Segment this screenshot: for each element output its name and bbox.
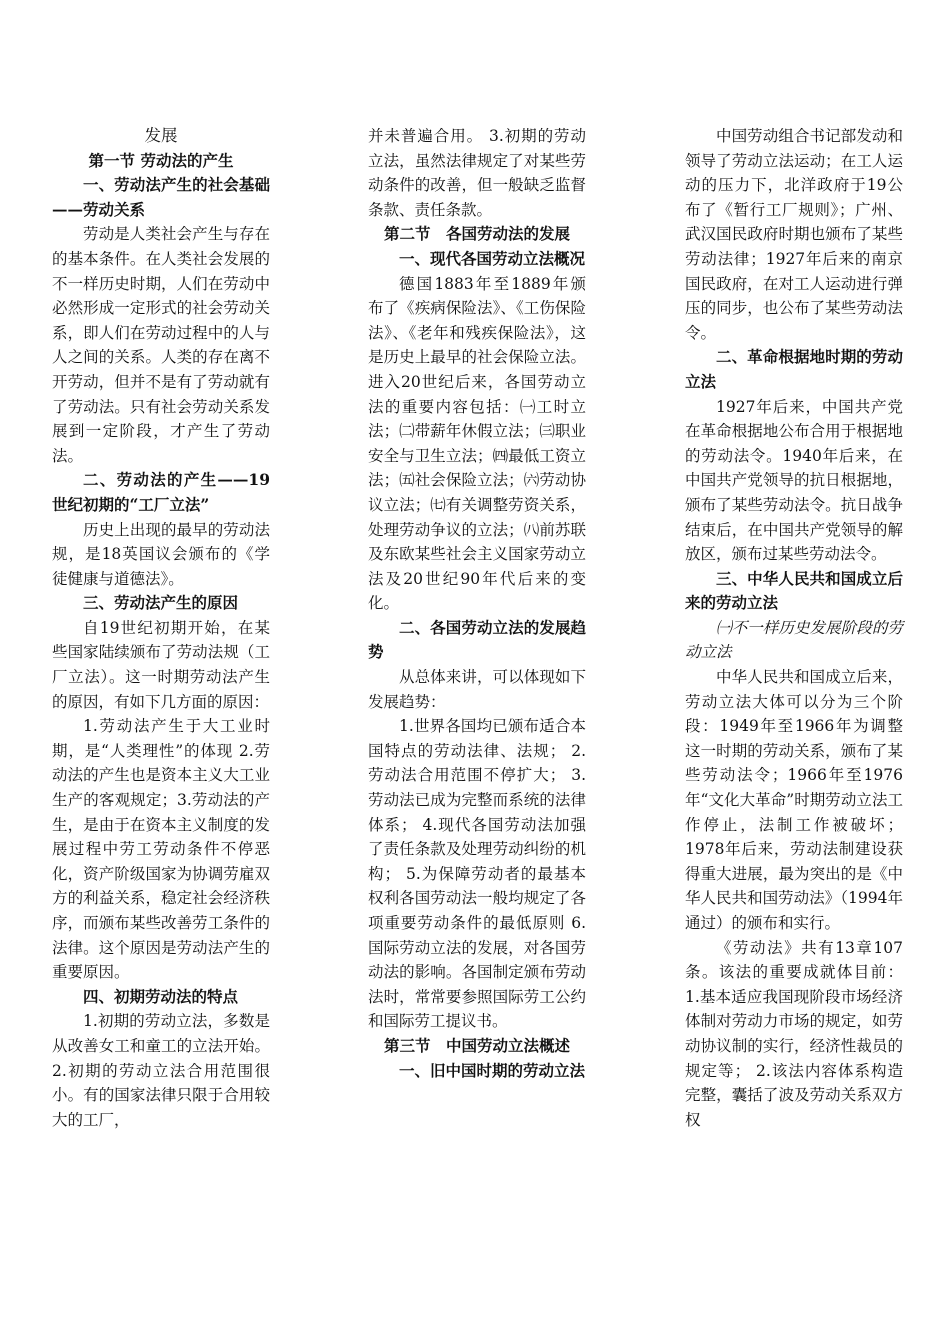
column-3 [685,124,903,1132]
paragraph-earliest-law: 历史上出现的最早的劳动法规，是18英国议会颁布的《学徒健康与道德法》。 [52,520,270,588]
heading-social-basis: 一、劳动法产生的社会基础——劳动关系 [52,175,270,219]
heading-early-features: 四、初期劳动法的特点 [83,986,239,1006]
paragraph-old-china: 中国劳动组合书记部发动和领导了劳动立法运动；在工人运动的压力下，北洋政府于19公布了《暂行工厂规则》；广州、武汉国民政府时期也颁布了某些劳动法律；1927年后来的南京国民政府，在对工人运动进行弹压的同步，也公布了某些劳动法令。 [685,127,903,342]
paragraph-trends-intro: 从总体来讲，可以体现如下发展趋势： [368,668,586,711]
page-title: 发展 [144,126,178,145]
section-heading-2: 第二节 各国劳动法的发展 [383,224,570,244]
paragraph-early-features-cont: 并未普遍合用。 3.初期的劳动立法，虽然法律规定了对某些劳动条件的改善，但一般缺乏监督条款、责任条款。 [368,127,586,219]
section-heading-3: 第三节 中国劳动立法概述 [383,1035,570,1055]
heading-modern-overview: 一、现代各国劳动立法概况 [399,248,586,268]
heading-trends: 二、各国劳动立法的发展趋势 [368,617,586,662]
paragraph-causes-list: 1.劳动法产生于大工业时期，是“人类理性”的体现 2.劳动法的产生也是资本主义大工业生产的客观规定；3.劳动法的产生，是由于在资本主义制度的发展过程中劳工劳动条件不停恶化，资产阶级国家为协调劳雇双方的利益关系，稳定社会经济秩序，而颁布某些改善劳工条件的法律。这个原因是劳动法产生的重要原因。 [52,717,270,982]
paragraph-causes-intro: 自19世纪初期开始，在某些国家陆续颁布了劳动法规（工厂立法）。这一时期劳动法产生的原因，有如下几方面的原因： [52,618,270,711]
column-1 [52,124,270,1132]
paragraph-modern-overview: 德国1883年至1889年颁布了《疾病保险法》、《工伤保险法》、《老年和残疾保险法》，这是历史上最早的社会保险立法。进入20世纪后来，各国劳动立法的重要内容包括：㈠工时立法；㈡带薪年休假立法；㈢职业安全与卫生立法；㈣最低工资立法；㈤社会保险立法；㈥劳动协议立法；㈦有关调整劳资关系，处理劳动争议的立法；㈧前苏联及东欧某些社会主义国家劳动立法及20世纪90年代后来的变化。 [368,274,586,613]
paragraph-early-features: 1.初期的劳动立法，多数是从改善女工和童工的立法开始。 2.初期的劳动立法合用范围很小。有的国家法律只限于合用较大的工厂， [52,1012,270,1129]
paragraph-stages: 中华人民共和国成立后来，劳动立法大体可以分为三个阶段：1949年至1966年为调整这一时期的劳动关系，颁布了某些劳动法令；1966年至1976年“文化大革命”时期劳动立法工作停止，法制工作被破坏；1978年后来，劳动法制建设获得重大进展，最为突出的是《中华人民共和国劳动法》（1994年通过）的颁布和实行。 [685,668,903,932]
heading-causes: 三、劳动法产生的原因 [83,593,239,613]
section-heading-1: 第一节 劳动法的产生 [88,150,234,170]
heading-prc: 三、中华人民共和国成立后来的劳动立法 [685,568,903,613]
paragraph-labor-law: 《劳动法》共有13章107条。该法的重要成就体目前： 1.基本适应我国现阶段市场经济体制对劳动力市场的规定，如劳动协议制的实行，经济性裁员的规定等； 2.该法内容体系构造完整，囊括了波及劳动关系双方权 [685,938,903,1129]
paragraph-trends-list: 1.世界各国均已颁布适合本国特点的劳动法律、法规； 2.劳动法合用范围不停扩大； 3.劳动法已成为完整而系统的法律体系； 4.现代各国劳动法加强了责任条款及处理劳动纠纷的机构； 5.为保障劳动者的最基本权利各国劳动法一般均规定了各项重要劳动条件的最低原则 6.国际劳动立法的发展，对各国劳动法的影响。各国制定颁布劳动法时，常常要参照国际劳工公约和国际劳工提议书。 [368,717,586,1031]
subheading-stages: ㈠不一样历史发展阶段的劳动立法 [685,618,903,662]
heading-factory-legislation: 二、劳动法的产生——19世纪初期的“工厂立法” [52,470,270,514]
paragraph-labor-relations: 劳动是人类社会产生与存在的基本条件。在人类社会发展的不一样历史时期，人们在劳动中必然形成一定形式的社会劳动关系，即人们在劳动过程中的人与人之间的关系。人类的存在离不开劳动，但并不是有了劳动就有了劳动法。只有社会劳动关系发展到一定阶段，才产生了劳动法。 [52,225,270,465]
heading-old-china: 一、旧中国时期的劳动立法 [399,1060,586,1080]
column-2 [368,124,586,1083]
paragraph-revolutionary-base: 1927年后来，中国共产党在革命根据地公布合用于根据地的劳动法令。1940年后来，在中国共产党领导的抗日根据地，颁布了某些劳动法令。抗日战争结束后，在中国共产党领导的解放区，颁布过某些劳动法令。 [685,397,903,564]
heading-revolutionary-base: 二、革命根据地时期的劳动立法 [685,347,903,391]
